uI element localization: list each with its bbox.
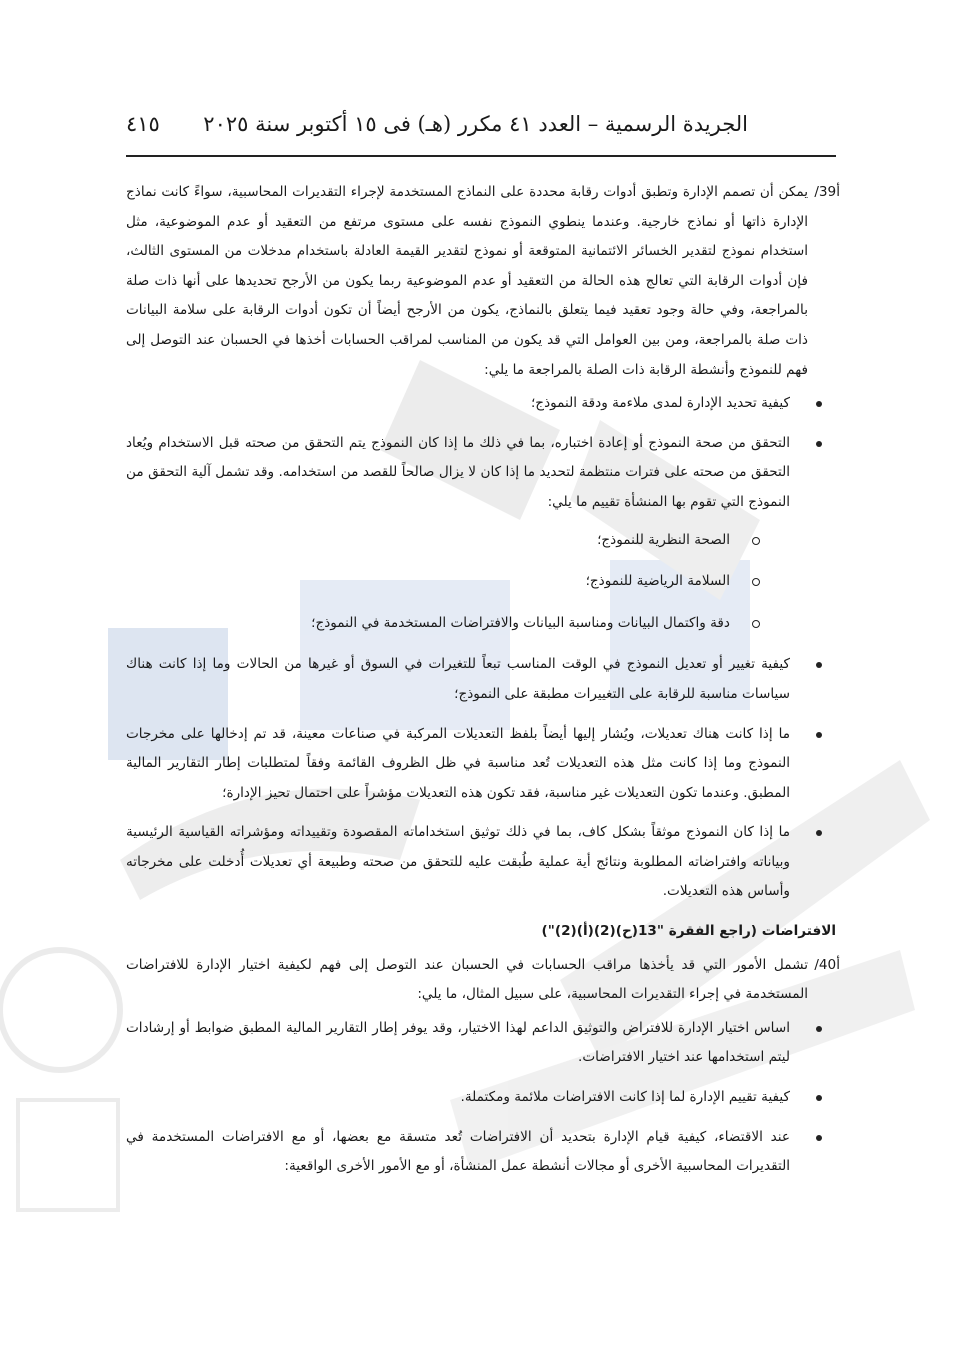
bullet-icon (816, 441, 822, 447)
list-item-text: كيفية تقييم الإدارة لما إذا كانت الافتراضات ملائمة ومكتملة. (460, 1089, 790, 1106)
list-item-text: اساس اختيار الإدارة للافتراض والتوثيق الداعم لهذا الاختيار، وقد يوفر إطار التقارير المالية المطبق ضوابط أو إرشادات ليتم استخدامها عند اختيار الافتراضات. (126, 1019, 790, 1066)
list-item (126, 650, 836, 709)
sub-list-item (126, 567, 790, 597)
list-item (126, 429, 836, 639)
bullet-icon (816, 1135, 822, 1141)
paragraph-a40 (126, 951, 840, 1010)
list-item-text: ما إذا كانت هناك تعديلات، ويُشار إليها أيضاً بلفظ التعديلات المركبة في صناعات معينة، قد تم إدخالها على مخرجات النموذج وما إذا كانت مثل هذه التعديلات تُعد مناسبة في ظل الظروف القائمة وفقاً لمتطلبات إطار التقارير المالية المطبق. وعندما تكون التعديلات غير مناسبة، فقد تكون هذه التعديلات مؤشراً على احتمال تحيز الإدارة؛ (126, 725, 790, 801)
bullet-icon (816, 732, 822, 738)
list-item (126, 1083, 836, 1113)
header-divider (126, 155, 836, 157)
list-item-text: عند الاقتضاء، كيفية قيام الإدارة بتحديد أن الافتراضات تُعد متسقة مع بعضها، أو مع الافتراضات المستخدمة في التقديرات المحاسبية الأخرى أو مجالات أنشطة عمل المنشأة، أو مع الأمور الأخرى الواقعية: (126, 1128, 790, 1175)
paragraph-number: أ39/ (814, 184, 840, 200)
paragraph-number: أ40/ (814, 956, 840, 973)
paragraph-a39 (126, 178, 840, 385)
paragraph-text: تشمل الأمور التي قد يأخذها مراقب الحسابات في الحسبان عند التوصل إلى فهم لكيفية اختيار الإدارة للافتراضات المستخدمة في إجراء التقديرات المحاسبية، على سبيل المثال، ما يلي: (126, 956, 808, 1003)
page-header (126, 104, 748, 144)
paragraph-text: يمكن أن تصمم الإدارة وتطبق أدوات رقابة محددة على النماذج المستخدمة لإجراء التقديرات المحاسبية، سواءً كانت نماذج الإدارة ذاتها أو نماذج خارجية. وعندما ينطوي النموذج نفسه على مستوى مرتفع من التعقيد أو عدم الموضوعية، مثل استخدام نموذج لتقدير الخسائر الائتمانية المتوقعة أو نموذج لتقدير القيمة العادلة باستخدام مدخلات من المستوى الثالث، فإن أدوات الرقابة التي تعالج هذه الحالة من التعقيد أو عدم الموضوعية ربما يكون من الأرجح تحديدها على أنها ذات صلة بالمراجعة، وفي حالة وجود تعقيد فيما يتعلق بالنماذج، يكون من الأرجح أيضاً أن تكون أدوات الرقابة على سلامة البيانات ذات صلة بالمراجعة، ومن بين العوامل التي قد يكون من المناسب لمراقب الحسابات أخذها في الحسبان عند التوصل إلى فهم للنموذج وأنشطة الرقابة ذات الصلة بالمراجعة ما يلي: (126, 184, 808, 378)
sub-list-item-text: السلامة الرياضية للنموذج؛ (585, 573, 730, 590)
page-number: ٤١٥ (126, 112, 160, 136)
list-item (126, 720, 836, 809)
gazette-title: الجريدة الرسمية – العدد ٤١ مكرر (هـ) فى ١٥ أكتوبر سنة ٢٠٢٥ (203, 112, 748, 136)
sub-list-item-text: الصحة النظرية للنموذج؛ (597, 531, 730, 548)
bullet-icon (816, 1095, 822, 1101)
bullet-list-a39 (126, 389, 836, 907)
bullet-icon (816, 401, 822, 407)
sub-list-item (126, 609, 790, 639)
bullet-icon (816, 662, 822, 668)
list-item-text: ما إذا كان النموذج موثقاً بشكل كاف، بما في ذلك توثيق استخداماته المقصودة وتقييداته ومؤشراته القياسية الرئيسية وبياناته وافتراضاته المطلوبة ونتائج أية عملية طُبقت عليه للتحقق من صحته وطبيعة أي تعديلات أُدخلت على مخرجاته وأساس هذه التعديلات. (126, 824, 790, 900)
list-item (126, 389, 836, 419)
circle-bullet-icon (752, 537, 760, 545)
list-item (126, 1014, 836, 1073)
list-item-text: كيفية تغيير أو تعديل النموذج في الوقت المناسب تبعاً للتغيرات في السوق أو غيرها من الحالات وما إذا كانت هناك سياسات مناسبة للرقابة على التغييرات مطبقة على النموذج؛ (126, 656, 790, 702)
circle-bullet-icon (752, 578, 760, 586)
list-item (126, 818, 836, 907)
section-heading-assumptions: الافتراضات (راجع الفقرة "13(ح)(2)(أ)(2)") (541, 923, 836, 940)
list-item-text: التحقق من صحة النموذج أو إعادة اختباره، بما في ذلك ما إذا كان النموذج يتم التحقق من صحته قبل الاستخدام ويُعاد التحقق من صحته على فترات منتظمة لتحديد ما إذا كان لا يزال صالحاً للقصد من استخدامه. وقد تشمل آلية التحقق من النموذج التي تقوم بها المنشأة تقييم ما يلي: (126, 434, 790, 510)
bullet-icon (816, 830, 822, 836)
list-item-text: كيفية تحديد الإدارة لمدى ملاءمة ودقة النموذج؛ (530, 395, 790, 412)
bullet-list-a40 (126, 1014, 836, 1182)
circle-bullet-icon (752, 620, 760, 628)
sub-list-item (126, 526, 790, 556)
sub-list-item-text: دقة واكتمال البيانات ومناسبة البيانات والافتراضات المستخدمة في النموذج؛ (311, 614, 730, 631)
sub-bullet-list (126, 526, 790, 639)
list-item (126, 1123, 836, 1182)
bullet-icon (816, 1026, 822, 1032)
document-body (126, 178, 840, 1192)
